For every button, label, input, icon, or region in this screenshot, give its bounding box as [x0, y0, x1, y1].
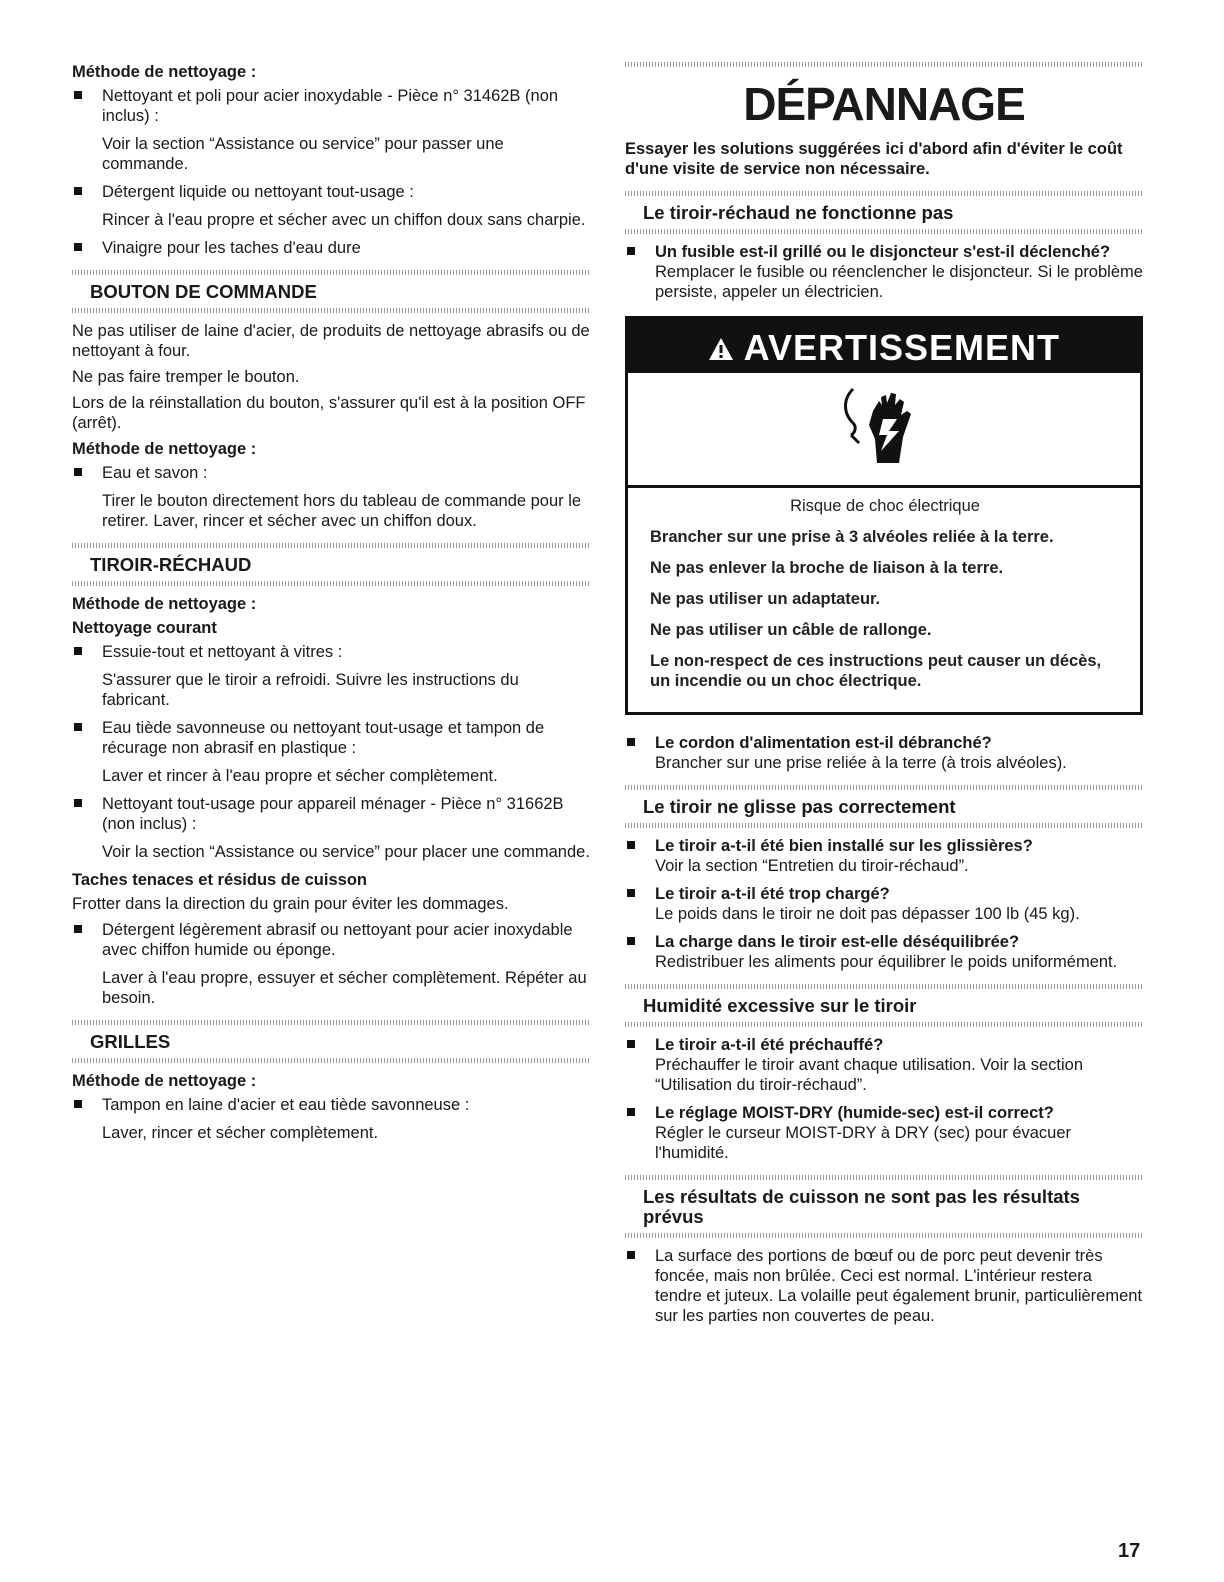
item-note: Rincer à l'eau propre et sécher avec un chiffon doux sans charpie. — [102, 211, 586, 229]
method-heading: Méthode de nettoyage : — [72, 63, 257, 81]
paragraph: Lors de la réinstallation du bouton, s'assurer qu'il est à la position OFF (arrêt). — [72, 394, 586, 432]
section-title: Le tiroir-réchaud ne fonctionne pas — [643, 202, 954, 223]
section-header-s1 — [625, 191, 1143, 234]
answer: Remplacer le fusible ou réenclencher le disjoncteur. Si le problème persiste, appeler un électricien. — [655, 263, 1143, 301]
left-column — [72, 62, 590, 1151]
warning-line: Le non-respect de ces instructions peut causer un décès, un incendie ou un choc électrique. — [650, 652, 1102, 690]
answer: Brancher sur une prise reliée à la terre (à trois alvéoles). — [655, 754, 1067, 772]
list-item — [625, 836, 1143, 876]
method-heading: Méthode de nettoyage : — [72, 595, 257, 613]
list-item: Eau et savon : — [72, 463, 590, 483]
paragraph: Ne pas faire tremper le bouton. — [72, 368, 300, 386]
warning-title: AVERTISSEMENT — [743, 327, 1061, 368]
section-header-s2 — [625, 785, 1143, 828]
answer: Préchauffer le tiroir avant chaque utilisation. Voir la section “Utilisation du tiroir-réchaud”. — [655, 1056, 1084, 1094]
subheading: Nettoyage courant — [72, 619, 217, 637]
answer: Régler le curseur MOIST-DRY à DRY (sec) pour évacuer l'humidité. — [655, 1124, 1072, 1162]
method-heading: Méthode de nettoyage : — [72, 1072, 257, 1090]
section-title: BOUTON DE COMMANDE — [90, 281, 317, 302]
section-title: GRILLES — [90, 1031, 171, 1052]
warning-line: Ne pas enlever la broche de liaison à la terre. — [650, 559, 1004, 577]
answer: Voir la section “Entretien du tiroir-réchaud”. — [655, 857, 969, 875]
warning-risk: Risque de choc électrique — [790, 497, 980, 515]
warning-line: Ne pas utiliser un câble de rallonge. — [650, 621, 932, 639]
item-note: Laver et rincer à l'eau propre et sécher complètement. — [102, 767, 498, 785]
question: La charge dans le tiroir est-elle déséquilibrée? — [655, 933, 1020, 951]
list-item — [625, 884, 1143, 924]
item-note: Laver à l'eau propre, essuyer et sécher complètement. Répéter au besoin. — [102, 969, 587, 1007]
question: Le tiroir a-t-il été trop chargé? — [655, 885, 890, 903]
list-item — [625, 932, 1143, 972]
page-number: 17 — [1118, 1540, 1141, 1562]
section-header-bouton — [72, 270, 590, 313]
item-note: Voir la section “Assistance ou service” pour passer une commande. — [102, 135, 504, 173]
list-item: Nettoyant et poli pour acier inoxydable - Pièce n° 31462B (non inclus) : — [72, 86, 590, 126]
question: Le réglage MOIST-DRY (humide-sec) est-il correct? — [655, 1104, 1054, 1122]
list-item: Essuie-tout et nettoyant à vitres : — [72, 642, 590, 662]
warning-box — [625, 316, 1143, 715]
warning-body — [628, 488, 1140, 712]
item-note: Tirer le bouton directement hors du tableau de commande pour le retirer. Laver, rincer et sécher avec un chiffon doux. — [102, 492, 582, 530]
warning-triangle-icon — [708, 327, 744, 368]
list-item — [625, 1035, 1143, 1095]
list-item: La surface des portions de bœuf ou de porc peut devenir très foncée, mais non brûlée. Ceci est normal. L'intérieur restera tendre et juteux. La volaille peut également brunir, particulièrement sur les parties non couvertes de peau. — [625, 1246, 1143, 1326]
list-item: Détergent légèrement abrasif ou nettoyant pour acier inoxydable avec chiffon humide ou éponge. — [72, 920, 590, 960]
section-header-grilles — [72, 1020, 590, 1063]
paragraph: Ne pas utiliser de laine d'acier, de produits de nettoyage abrasifs ou de nettoyant à four. — [72, 322, 590, 360]
question: Le cordon d'alimentation est-il débranché? — [655, 734, 992, 752]
section-title: TIROIR-RÉCHAUD — [90, 554, 252, 575]
item-note: Voir la section “Assistance ou service” pour placer une commande. — [102, 843, 590, 861]
section-header-s4 — [625, 1175, 1143, 1238]
right-column — [625, 62, 1143, 1334]
question: Un fusible est-il grillé ou le disjoncteur s'est-il déclenché? — [655, 243, 1111, 261]
question: Le tiroir a-t-il été préchauffé? — [655, 1036, 884, 1054]
list-item — [625, 733, 1143, 773]
page-title: DÉPANNAGE — [743, 78, 1025, 130]
subheading: Taches tenaces et résidus de cuisson — [72, 871, 367, 889]
warning-header — [628, 319, 1140, 373]
section-header-tiroir — [72, 543, 590, 586]
electric-shock-icon — [628, 373, 1140, 488]
warning-line: Ne pas utiliser un adaptateur. — [650, 590, 881, 608]
intro-text: Essayer les solutions suggérées ici d'abord afin d'éviter le coût d'une visite de service non nécessaire. — [625, 140, 1123, 178]
list-item — [625, 1103, 1143, 1163]
paragraph: Frotter dans la direction du grain pour éviter les dommages. — [72, 895, 509, 913]
section-title: Humidité excessive sur le tiroir — [643, 995, 917, 1016]
top-rule — [625, 62, 1143, 67]
item-note: Laver, rincer et sécher complètement. — [102, 1124, 379, 1142]
answer: Le poids dans le tiroir ne doit pas dépasser 100 lb (45 kg). — [655, 905, 1080, 923]
answer: Redistribuer les aliments pour équilibrer le poids uniformément. — [655, 953, 1118, 971]
list-item: Eau tiède savonneuse ou nettoyant tout-usage et tampon de récurage non abrasif en plastique : — [72, 718, 590, 758]
question: Le tiroir a-t-il été bien installé sur les glissières? — [655, 837, 1033, 855]
method-heading: Méthode de nettoyage : — [72, 440, 257, 458]
list-item — [625, 242, 1143, 302]
section-title: Le tiroir ne glisse pas correctement — [643, 796, 956, 817]
list-item: Détergent liquide ou nettoyant tout-usage : — [72, 182, 590, 202]
warning-line: Brancher sur une prise à 3 alvéoles reliée à la terre. — [650, 528, 1054, 546]
list-item: Vinaigre pour les taches d'eau dure — [72, 238, 590, 258]
item-note: S'assurer que le tiroir a refroidi. Suivre les instructions du fabricant. — [102, 671, 519, 709]
list-item: Nettoyant tout-usage pour appareil ménager - Pièce n° 31662B (non inclus) : — [72, 794, 590, 834]
list-item: Tampon en laine d'acier et eau tiède savonneuse : — [72, 1095, 590, 1115]
section-title: Les résultats de cuisson ne sont pas les résultats prévus — [643, 1186, 1080, 1227]
section-header-s3 — [625, 984, 1143, 1027]
